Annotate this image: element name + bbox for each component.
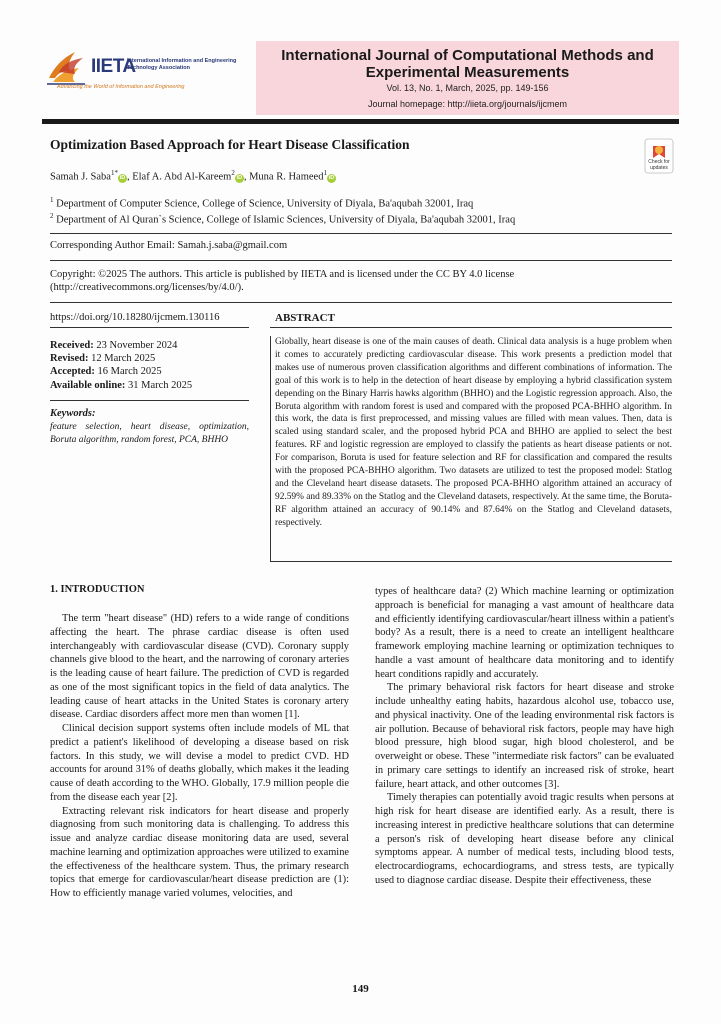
affiliation-number: 1 (50, 196, 54, 204)
logo-flame-icon (45, 48, 89, 88)
copyright-notice: Copyright: ©2025 The authors. This article is published by IIETA and is licensed under the CC BY 4.0 license (http://creativecommons.org/licenses/by/4.0/). (50, 269, 515, 293)
header-divider (42, 119, 679, 124)
keywords-list: feature selection, heart disease, optimization, Boruta algorithm, random forest, PCA, BHHO (50, 422, 249, 445)
orcid-icon[interactable]: iD (328, 174, 335, 181)
body-paragraph: The term "heart disease" (HD) refers to a wide range of conditions affecting the heart. The phrase cardiac disease is often used interchangeably with cardiovascular disease (CVD). Coronary supply channels give blood to the heart, and the narrowing of coronary arteries is the leading cause of heart failure. The prediction of CVD is regarded as one of the most significant topics in the field of data analytics. The leading cause of heart attacks in the United States is coronary artery disease. Cardiac disorders affect more men than women [1]. (50, 613, 349, 721)
check-for-updates-label: Check for updates (648, 159, 670, 171)
body-paragraph: Extracting relevant risk indicators for heart disease and properly diagnosing from such monitoring data is challenging. To address this issue and analyze cardiac disease monitoring data are used, several machine learning and optimization approaches were utilized to examine the effectiveness of the healthcare system. Thus, the primary research topics that emerge for cardiovascular/heart disease prediction are (1): How to efficiently manage varied volumes, velocities, and (50, 805, 349, 899)
received-date: 23 November 2024 (93, 340, 178, 351)
doi-link[interactable]: https://doi.org/10.18280/ijcmem.130116 (50, 312, 220, 323)
author-affiliation-mark: 2 (231, 169, 235, 177)
author-affiliation-mark: 1 (323, 169, 327, 177)
body-paragraph: Timely therapies can potentially avoid tragic results when persons at high risk for heart disease are identified early. As a result, there is increasing interest in predictive healthcare solutions that can determine a person's risk of developing heart disease before any clinical symptoms appear. A number of medical tests, including blood tests, electrocardiograms, echocardiograms, and stress tests, are typically used to diagnose cardiac disease. Despite their effectiveness, these (375, 792, 674, 886)
journal-header-box (256, 41, 679, 115)
journal-homepage-link[interactable]: Journal homepage: http://iieta.org/journals/ijcmem (367, 99, 568, 109)
section-heading-introduction: 1. INTRODUCTION (50, 584, 145, 595)
abstract-heading: ABSTRACT (275, 312, 335, 324)
divider (50, 260, 672, 261)
divider (50, 327, 249, 328)
online-label: Available online: (50, 379, 126, 391)
affiliation-text: Department of Computer Science, College of Science, University of Diyala, Ba'aqubah 32001, Iraq (56, 198, 474, 210)
logo-tagline: Advancing the World of Information and Engineering (57, 84, 185, 90)
body-paragraph: The primary behavioral risk factors for heart disease and stroke include unhealthy eating habits, hazardous alcohol use, tobacco use, and physical inactivity. One of the leading environmental risk factors is air pollution. Because of behavioral risk factors, people may have high blood pressure, high blood sugar, high blood cholesterol, and be overweight or obese. These "intermediate risk factors" can be evaluated in primary care settings to identify an increased risk of stroke, heart failure, heart attack, and other outcomes [3]. (375, 682, 674, 790)
affiliation-2 (50, 212, 515, 226)
journal-volume: Vol. 13, No. 1, March, 2025, pp. 149-156 (386, 83, 549, 93)
author-name: , Muna R. Hameed (243, 171, 324, 183)
body-paragraph: types of healthcare data? (2) Which machine learning or optimization approach is beneficial for managing a vast amount of healthcare data and efficiently identifying cardiovascular/heart illness within a patient's body? As a result, there is a need to create an intelligent healthcare framework employing machine learning or optimization techniques to handle a vast amount of healthcare data monitoring and to identify heart conditions rapidly and accurately. (375, 586, 674, 680)
received-label: Received: (50, 340, 94, 351)
body-column-right (375, 585, 674, 888)
journal-title-line2: Experimental Measurements (365, 64, 570, 81)
divider (50, 400, 249, 401)
accepted-date: 16 March 2025 (94, 366, 162, 378)
divider (270, 327, 672, 328)
article-dates (50, 339, 192, 392)
accepted-label: Accepted: (50, 366, 95, 378)
body-column-left (50, 612, 349, 901)
journal-title (256, 47, 679, 81)
affiliation-1 (50, 196, 473, 210)
divider (50, 302, 672, 303)
logo-wordmark: IIETA (91, 56, 136, 77)
keywords-heading: Keywords: (50, 408, 96, 419)
author-name: , Elaf A. Abd Al-Kareem (126, 171, 232, 183)
author-name: Samah J. Saba (50, 171, 111, 183)
online-date: 31 March 2025 (125, 379, 193, 391)
affiliation-text: Department of Al Quran`s Science, College of Islamic Sciences, University of Diyala, Ba'aqubah 32001, Iraq (56, 214, 516, 226)
iieta-logo (45, 44, 245, 100)
page-number: 149 (352, 983, 369, 995)
body-paragraph: Clinical decision support systems often include models of ML that predict a patient's likelihood of developing a disease based on risk factors. In this study, we will devise a model to predict CVD. HD accounts for around 31% of deaths globally, which makes it the leading cause of death according to the WHO. Globally, 17.9 million people die from the disease each year [2]. (50, 723, 349, 803)
logo-org-name: International Information and Engineering Technology Association (127, 58, 237, 71)
abstract-left-border (270, 336, 271, 561)
journal-title-line1: International Journal of Computational Methods and (281, 47, 654, 64)
corresponding-author: Corresponding Author Email: Samah.j.saba@gmail.com (50, 240, 288, 251)
orcid-icon[interactable]: iD (236, 174, 243, 181)
author-affiliation-mark: 1* (110, 169, 118, 177)
divider (270, 561, 672, 562)
revised-label: Revised: (50, 353, 89, 365)
divider (50, 233, 672, 234)
affiliation-number: 2 (50, 212, 54, 220)
revised-date: 12 March 2025 (88, 353, 156, 365)
author-list (50, 169, 336, 183)
article-title: Optimization Based Approach for Heart Disease Classification (50, 137, 410, 152)
abstract-text: Globally, heart disease is one of the main causes of death. Clinical data analysis is a huge problem when it comes to accurately predicting cardiovascular disease. This work presents a prediction model that makes use of numerous proven classification algorithms and different combinations of information. The goal of this work is to help in the detection of heart disease by employing a hybrid classification system depending on the Binary Harris hawks algorithm (BHHO) and the Logistic regression approach. Also, the Boruta algorithm with random forest is used and compared with the proposed PCA-BHHO algorithm. In this work, the data is first preprocessed, and missing values are filled with mean values. Then, data is scaled using standard scaler, and the proposed hybrid PCA and BHHO are applied to select the best features. RF and logistic regression are employed to classify the patients as heart disease patients or not. For comparison, Boruta is used for feature selection and RF for classification and compared the results with the proposed PCA-BHHO algorithm. Two datasets are utilized to test the proposed model: Statlog and the Cleveland heart disease datasets. The proposed PCA-BHHO algorithm attained an accuracy of 92.59% and 89.33% on the Statlog and the Cleveland datasets, respectively. At the same time, the Boruta-RF algorithm attained an accuracy of 90.14% and 87.64% on the Statlog and Cleveland datasets, respectively. (275, 337, 672, 528)
orcid-icon[interactable]: iD (119, 174, 126, 181)
